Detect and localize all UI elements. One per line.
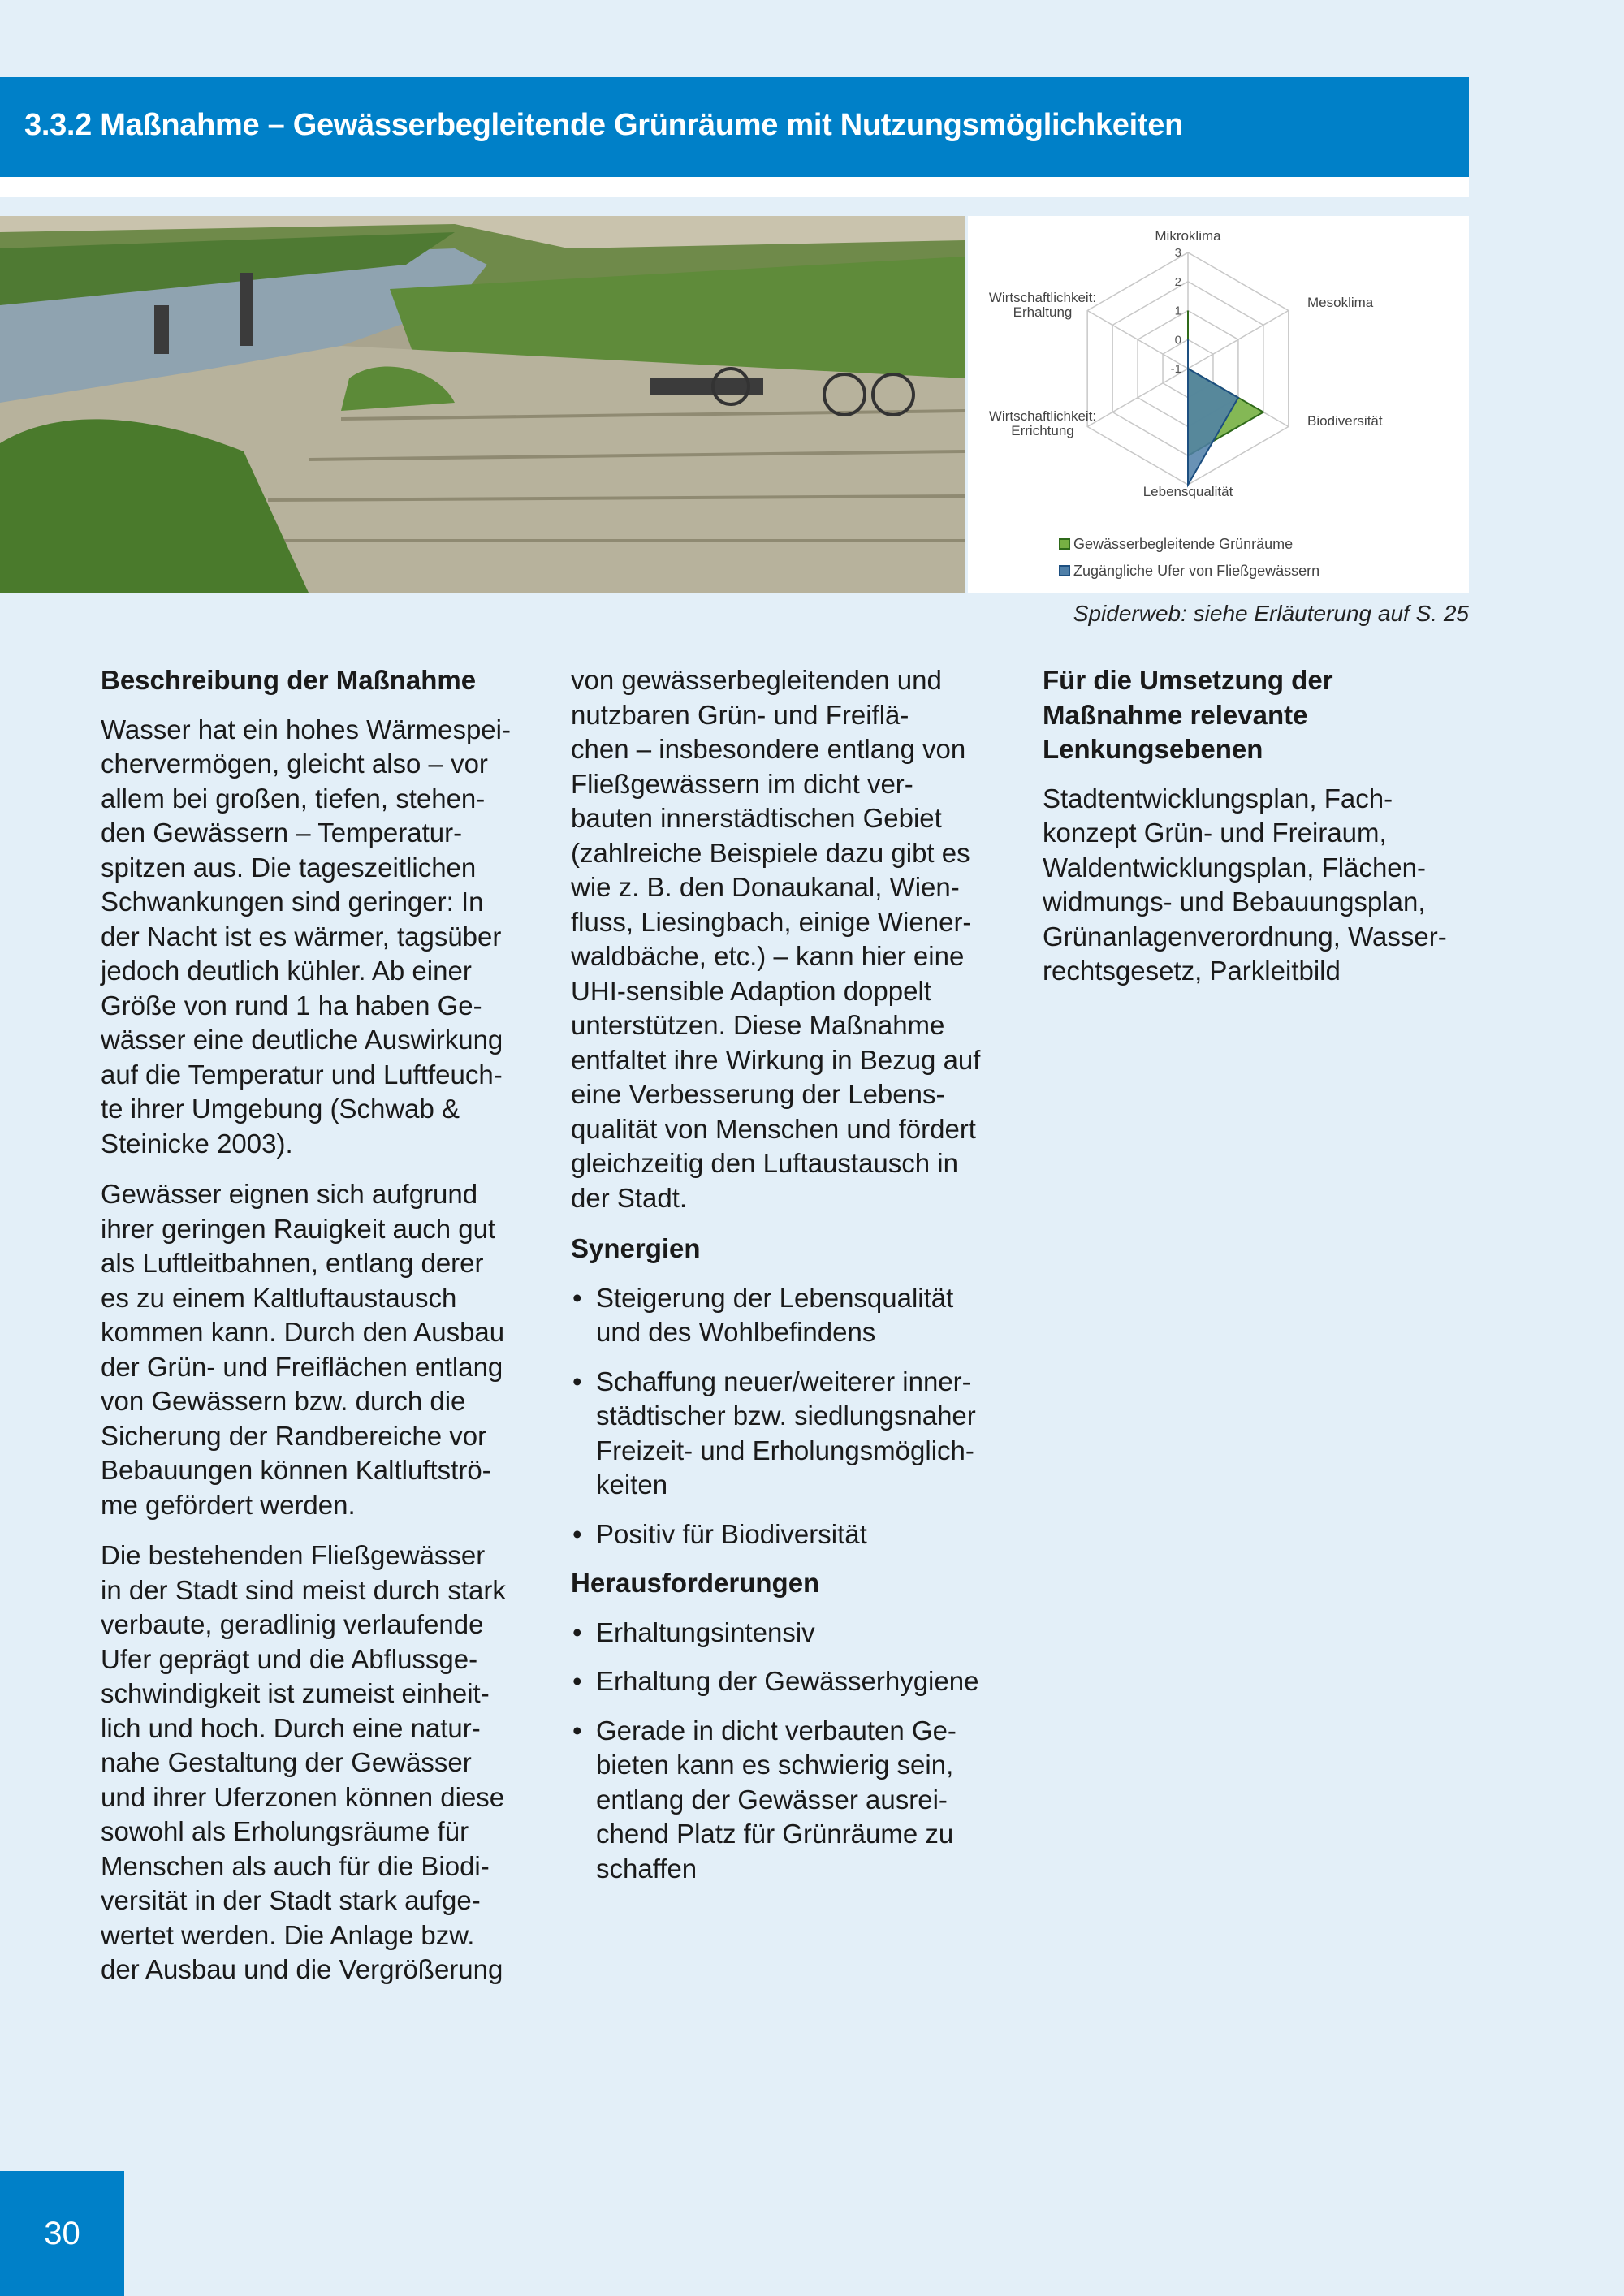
axis-label: Erhaltung (1013, 304, 1073, 320)
text-line: von gewässerbegleitenden und (571, 665, 942, 695)
text-line: Menschen als auch für die Biodi- (101, 1850, 490, 1881)
text-line: widmungs- und Bebauungsplan, (1043, 887, 1426, 917)
heading-herausforderungen: Herausforderungen (571, 1568, 820, 1598)
text-line: • Erhaltungsintensiv (596, 1616, 815, 1647)
text-line: sowohl als Erholungsräume für (101, 1816, 469, 1846)
axis-label: Errichtung (1011, 423, 1074, 438)
tick-label: -1 (1170, 362, 1181, 376)
text-line: wässer eine deutliche Auswirkung (101, 1025, 503, 1055)
text-line: schwindigkeit ist zumeist einheit- (101, 1678, 490, 1708)
column-lenkungsebenen (1043, 663, 1481, 1005)
text-line: Steinicke 2003). (101, 1128, 293, 1159)
text-line: bieten kann es schwierig sein, (596, 1750, 954, 1780)
text-line: Sicherung der Randbereiche vor (101, 1420, 487, 1451)
tick-label: 3 (1174, 246, 1181, 260)
section-title: 3.3.2 Maßnahme – Gewässerbegleitende Grünräume mit Nutzungsmöglichkeiten (24, 108, 1184, 142)
text-line: der Grün- und Freiflächen entlang (101, 1351, 503, 1382)
text-line: kommen kann. Durch den Ausbau (101, 1317, 505, 1347)
legend-swatch (1060, 539, 1069, 549)
text-line: es zu einem Kaltluftaustausch (101, 1282, 457, 1313)
bullet-item (571, 1365, 1009, 1503)
text-line: waldbäche, etc.) – kann hier eine (571, 941, 965, 971)
legend-label: Zugängliche Ufer von Fließgewässern (1073, 563, 1320, 579)
text-line: chen – insbesondere entlang von (571, 734, 966, 764)
heading-lenkungsebenen (1043, 663, 1481, 767)
text-line: Stadtentwicklungsplan, Fach- (1043, 783, 1393, 814)
text-line: der Stadt. (571, 1182, 688, 1213)
text-line: Wasser hat ein hohes Wärmespei- (101, 714, 511, 744)
legend-label: Gewässerbegleitende Grünräume (1073, 536, 1294, 552)
radar-chart-svg (968, 216, 1469, 593)
text-line: rechtsgesetz, Parkleitbild (1043, 956, 1341, 986)
paragraph (101, 713, 539, 1162)
text-line: qualität von Menschen und fördert (571, 1113, 976, 1144)
text-line: allem bei großen, tiefen, stehen- (101, 783, 486, 814)
text-line: chervermögen, gleicht also – vor (101, 749, 488, 779)
text-line: Grünanlagenverordnung, Wasser- (1043, 921, 1447, 952)
bullet-item (571, 1616, 1009, 1651)
divider-strip (0, 177, 1469, 197)
text-line: • Positiv für Biodiversität (596, 1518, 867, 1549)
text-line: Waldentwicklungsplan, Flächen- (1043, 852, 1427, 883)
chart-caption: Spiderweb: siehe Erläuterung auf S. 25 (1073, 601, 1469, 626)
heading-description: Beschreibung der Maßnahme (101, 665, 477, 695)
text-line: wertet werden. Die Anlage bzw. (101, 1919, 475, 1950)
text-line: Die bestehenden Fließgewässer (101, 1540, 486, 1570)
herausforderungen-list (571, 1616, 1009, 1887)
column-description (101, 663, 539, 2004)
text-line: Ufer geprägt und die Abflussge- (101, 1643, 478, 1674)
text-line: me gefördert werden. (101, 1489, 356, 1520)
text-line: jedoch deutlich kühler. Ab einer (101, 956, 472, 986)
text-line: konzept Grün- und Freiraum, (1043, 818, 1387, 848)
text-line: Maßnahme relevante (1043, 699, 1308, 730)
text-line: fluss, Liesingbach, einige Wiener- (571, 906, 972, 937)
text-line: Größe von rund 1 ha haben Ge- (101, 990, 482, 1021)
column-synergies (571, 663, 1009, 1901)
photo-illustration (0, 216, 965, 593)
text-line: verbaute, geradlinig verlaufende (101, 1609, 484, 1639)
text-line: Freizeit- und Erholungsmöglich- (596, 1435, 974, 1465)
text-line: eine Verbesserung der Lebens- (571, 1079, 945, 1109)
text-line: UHI-sensible Adaption doppelt (571, 975, 931, 1006)
text-line: te ihrer Umgebung (Schwab & (101, 1094, 460, 1124)
axis-label: Biodiversität (1307, 413, 1383, 429)
text-line: • Schaffung neuer/weiterer inner- (596, 1366, 971, 1396)
text-line: Für die Umsetzung der (1043, 665, 1333, 695)
legend-swatch (1060, 566, 1069, 576)
text-line: als Luftleitbahnen, entlang derer (101, 1248, 484, 1278)
text-line: ihrer geringen Rauigkeit auch gut (101, 1213, 496, 1244)
text-line: entfaltet ihre Wirkung in Bezug auf (571, 1044, 981, 1075)
section-header-bar (0, 77, 1469, 177)
bullet-item (571, 1664, 1009, 1699)
text-line: nutzbaren Grün- und Freiflä- (571, 699, 909, 730)
text-line: von Gewässern bzw. durch die (101, 1386, 466, 1416)
text-line: der Ausbau und die Vergrößerung (101, 1954, 503, 1984)
text-line: Lenkungsebenen (1043, 734, 1263, 764)
paragraph (101, 1539, 539, 1987)
text-line: (zahlreiche Beispiele dazu gibt es (571, 837, 970, 868)
text-line: Gewässer eignen sich aufgrund (101, 1179, 478, 1209)
text-line: unterstützen. Diese Maßnahme (571, 1010, 945, 1040)
text-line: • Erhaltung der Gewässerhygiene (596, 1666, 979, 1696)
text-line: schaffen (596, 1853, 698, 1884)
text-line: und ihrer Uferzonen können diese (101, 1781, 505, 1812)
axis-label: Wirtschaftlichkeit: (988, 290, 1097, 305)
text-line: • Gerade in dicht verbauten Ge- (596, 1715, 957, 1746)
text-line: Bebauungen können Kaltluftströ- (101, 1455, 491, 1485)
description-continued (571, 663, 1009, 1215)
text-line: • Steigerung der Lebensqualität (596, 1282, 954, 1313)
text-line: entlang der Gewässer ausrei- (596, 1784, 948, 1815)
text-line: gleichzeitig den Luftaustausch in (571, 1148, 958, 1178)
bullet-item (571, 1281, 1009, 1350)
text-line: nahe Gestaltung der Gewässer (101, 1747, 472, 1777)
tick-label: 2 (1174, 274, 1181, 289)
text-line: lich und hoch. Durch eine natur- (101, 1712, 481, 1743)
riverbank-photo (0, 216, 965, 593)
axis-label: Wirtschaftlichkeit: (988, 408, 1097, 424)
text-line: wie z. B. den Donaukanal, Wien- (571, 872, 960, 902)
text-line: in der Stadt sind meist durch stark (101, 1574, 506, 1605)
axis-label: Mesoklima (1307, 295, 1374, 310)
text-line: den Gewässern – Temperatur- (101, 818, 463, 848)
bullet-item (571, 1714, 1009, 1887)
text-line: Fließgewässern im dicht ver- (571, 768, 914, 799)
tick-label: 0 (1174, 333, 1181, 347)
text-line: versität in der Stadt stark aufge- (101, 1885, 481, 1915)
page-number: 30 (0, 2171, 124, 2296)
tick-label: 1 (1174, 304, 1181, 318)
lenkungsebenen-text (1043, 782, 1481, 989)
axis-label: Mikroklima (1155, 228, 1221, 244)
text-line: Schwankungen sind geringer: In (101, 887, 484, 917)
text-line: städtischer bzw. siedlungsnaher (596, 1400, 976, 1431)
text-line: chend Platz für Grünräume zu (596, 1819, 954, 1849)
text-line: der Nacht ist es wärmer, tagsüber (101, 921, 502, 952)
text-line: und des Wohlbefindens (596, 1317, 876, 1347)
text-line: spitzen aus. Die tageszeitlichen (101, 852, 477, 883)
synergien-list (571, 1281, 1009, 1552)
axis-label: Lebensqualität (1142, 484, 1233, 499)
heading-synergien: Synergien (571, 1233, 701, 1263)
paragraph (101, 1177, 539, 1522)
text-line: keiten (596, 1470, 668, 1500)
spiderweb-chart (968, 216, 1469, 593)
text-line: bauten innerstädtischen Gebiet (571, 803, 942, 833)
text-line: auf die Temperatur und Luftfeuch- (101, 1059, 503, 1090)
bullet-item (571, 1517, 1009, 1552)
